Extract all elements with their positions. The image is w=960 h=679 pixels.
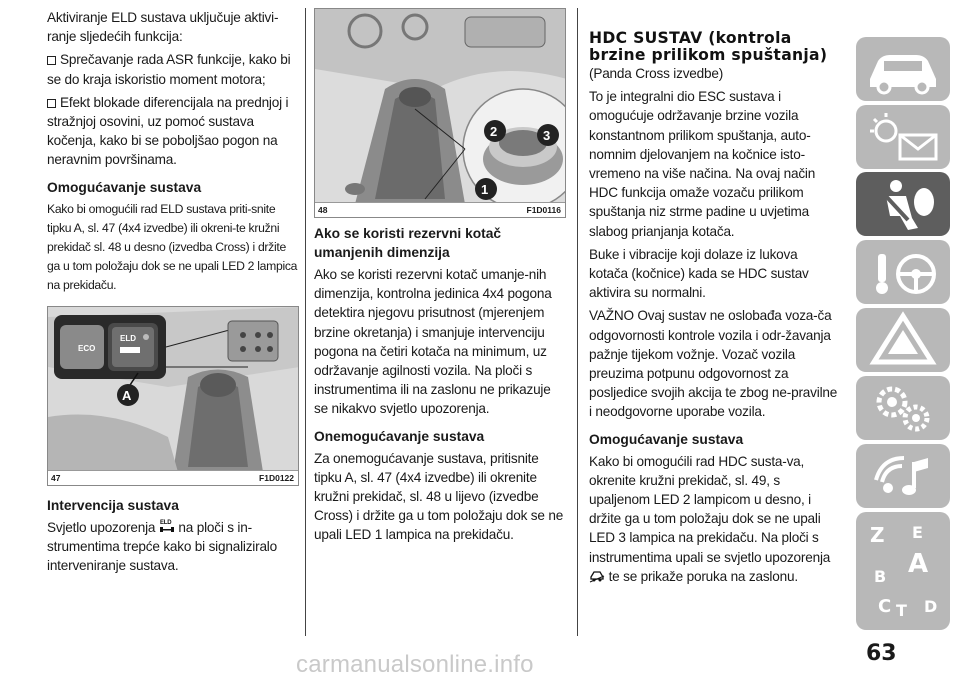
heading-enable-eld: Omogućavanje sustava	[47, 179, 202, 195]
svg-text:2: 2	[490, 124, 498, 139]
column-1	[47, 8, 299, 575]
figure-code: F1D0116	[526, 205, 561, 215]
steering-wheel-icon	[856, 240, 950, 304]
hdc-title: HDC SUSTAV (kontrola brzine prilikom spuštanja)	[589, 29, 828, 64]
warning-triangle-icon	[856, 308, 950, 372]
disable-text: Za onemogućavanje sustava, pritisnite tipku A, sl. 47 (4x4 izvedbe) ili okrenite kružni prekidač, sl. 48 u lijevo (izvedbe Cross) i držite ga u tom položaju dok se ne upali LED 1 lampica na prekidaču.	[314, 450, 564, 543]
side-tab-driving[interactable]	[856, 240, 950, 304]
column-3	[589, 30, 839, 586]
side-tab-emergency[interactable]	[856, 308, 950, 372]
figure-48	[314, 8, 566, 218]
figure-number: 48	[318, 205, 328, 215]
checkbox-bullet-icon	[47, 99, 56, 108]
svg-text:ELD: ELD	[159, 519, 172, 526]
figure-code: F1D0122	[259, 472, 294, 483]
svg-text:E: E	[912, 523, 923, 542]
svg-text:D: D	[924, 597, 938, 616]
svg-text:ELD: ELD	[120, 333, 136, 343]
spare-wheel-text: Ako se koristi rezervni kotač umanje-nih dimenzija, kontrolna jedinica 4x4 pogona detektira njegovu prisutnost (mjerenjem brzine okretanja) i smanjuje intervenciju pogona na četiri kotača na minimum, uz održavanje agilnosti vozila. Na ploči s instrumentima ili na zaslonu ne prikazuje se nikakvo svjetlo upozorenja.	[314, 267, 552, 417]
svg-text:C: C	[878, 596, 892, 617]
side-tab-multimedia[interactable]	[856, 444, 950, 508]
seatbelt-airbag-icon	[856, 172, 950, 236]
alphabet-index-icon	[856, 512, 950, 630]
figure-47-caption-bar	[48, 470, 298, 485]
intervention-text: Svjetlo upozorenja ELD na ploči s in-strumentima trepće kako bi signaliziralo interveniranje sustava.	[47, 519, 277, 574]
hdc-important-text: VAŽNO Ovaj sustav ne oslobađa voza-ča odgovornosti kontrole vozila i odr-žavanja pažnje tijekom vožnje. Vozač vozila preuzima potpunu odgovornost za posljedice svojih akcija te zbog ne-pravilne i neodgovorne uporabe vozila.	[589, 308, 838, 420]
svg-text:ECO: ECO	[78, 343, 96, 353]
svg-text:Z: Z	[870, 523, 885, 547]
hdc-warning-light-icon	[589, 567, 605, 581]
heading-disable: Onemogućavanje sustava	[314, 428, 485, 444]
heading-intervention: Intervencija sustava	[47, 497, 179, 513]
column-2	[314, 8, 566, 545]
enable-eld-text: Kako bi omogućili rad ELD sustava priti-snite tipku A, sl. 47 (4x4 izvedbe) ili okreni-te kružni prekidač sl. 48 u desno (izvedba Cross) i držite ga u tom položaju dok se ne upali LED 2 lampica na prekidaču.	[47, 201, 298, 293]
hdc-intro-text: To je integralni dio ESC sustava i omogućuje održavanje brzine vozila konstantnom prilikom spuštanja, auto-nomnim djelovanjem na kočnice isto-vremeno na više načina. Na ovaj način HDC funkcija omaže vozaču prilikom spuštanja niz strme padine u uvjetima slabog prianjanja kotača.	[589, 89, 816, 239]
dashboard-lights-icon	[856, 105, 950, 169]
bullet-differential: Efekt blokade diferencijala na prednjoj i stražnjoj osovini, uz pomoć sustava kočenja, kako bi se poboljšao pogon na neravnim površinama.	[47, 94, 289, 168]
maintenance-gears-icon	[856, 376, 950, 440]
side-tab-maintenance[interactable]	[856, 376, 950, 440]
bullet-asr: Sprečavanje rada ASR funkcije, kako bi se do kraja iskoristio moment motora;	[47, 52, 291, 87]
car-icon	[856, 37, 950, 101]
figure-number: 47	[51, 472, 61, 483]
enable-hdc-text: Kako bi omogućili rad HDC susta-va, okrenite kružni prekidač, sl. 49, s upaljenom LED 2 lampicom u desno, i držite ga u tom položaju dok se ne upali LED 3 lampica na prekidaču. Na ploči s instrumentima upali se svjetlo upozorenja te se prikaže poruka na zaslonu.	[589, 453, 831, 584]
watermark: carmanualsonline.info	[296, 651, 534, 678]
svg-text:1: 1	[481, 182, 489, 197]
svg-text:A: A	[122, 387, 132, 403]
hdc-noise-text: Buke i vibracije koji dolaze iz lukova kotača (kočnice) kada se HDC sustav aktivira su normalni.	[589, 246, 809, 301]
eld-button-illustration	[48, 307, 299, 486]
heading-spare-wheel: Ako se koristi rezervni kotač umanjenih dimenzija	[314, 226, 502, 260]
hdc-subtitle: (Panda Cross izvedbe)	[589, 66, 724, 81]
figure-47	[47, 306, 299, 486]
eld-warning-light-icon	[159, 518, 175, 532]
heading-enable-hdc: Omogućavanje sustava	[589, 431, 744, 447]
figure-48-caption-bar	[315, 202, 565, 217]
svg-text:A: A	[908, 549, 929, 579]
page-number: 63	[866, 641, 897, 666]
side-tab-car[interactable]	[856, 37, 950, 101]
svg-text:B: B	[874, 567, 887, 586]
eld-intro-text: Aktiviranje ELD sustava uključuje aktivi-ranje sljedećih funkcija:	[47, 10, 279, 45]
svg-text:3: 3	[543, 128, 551, 143]
multimedia-icon	[856, 444, 950, 508]
svg-text:T: T	[896, 601, 907, 620]
side-tab-safety[interactable]	[856, 172, 950, 236]
side-tab-dashboard[interactable]	[856, 105, 950, 169]
column-divider	[577, 8, 578, 636]
rotary-switch-illustration	[315, 9, 566, 218]
checkbox-bullet-icon	[47, 56, 56, 65]
side-tab-index[interactable]	[856, 512, 950, 630]
column-divider	[305, 8, 306, 636]
